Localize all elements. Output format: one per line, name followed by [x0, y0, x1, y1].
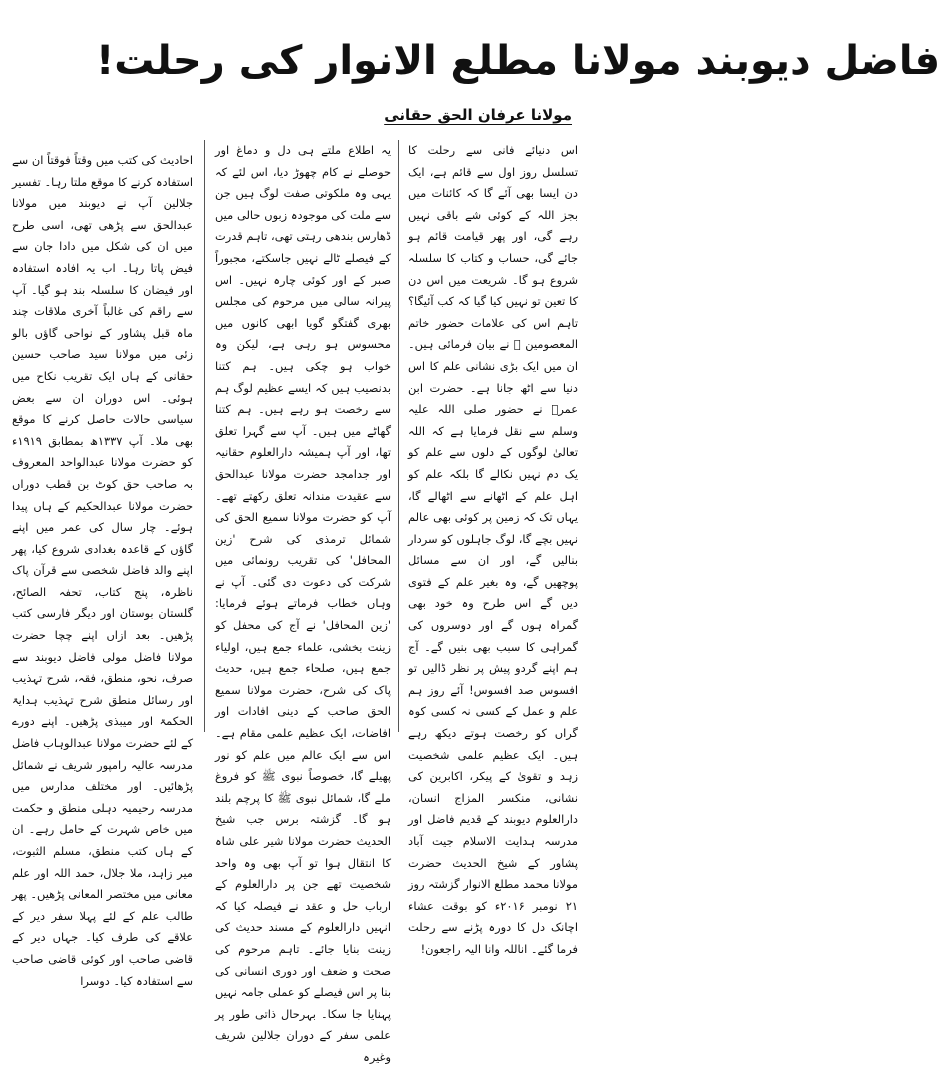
article-column-left: [12, 150, 193, 988]
column-text: احادیث کی کتب میں وقتاً فوقتاً ان سے استفادہ کرنے کا موقع ملتا رہا۔ تفسیر جلالین آپ نے دیوبند میں مولانا عبدالحق سے پڑھی تھی، اسی طرح میں ان کی شکل میں دادا جان سے فیض پاتا رہا۔ اب یہ افادہ استفادہ اور فیضان کا سلسلہ بند ہو گیا۔ آپ سے راقم کی غالباً آخری ملاقات چند ماہ قبل پشاور کے نواحی گاؤں بالو زئی میں مولانا سید صاحب حسین حقانی کے ہاں ایک تقریب نکاح میں ہوئی۔ اس دوران ان سے بعض سیاسی حالات حاصل کرنے کا موقع بھی ملا۔ آپ ۱۳۳۷ھ بمطابق ۱۹۱۹ء کو حضرت مولانا عبدالواحد المعروف بہ صاحب حق کوٹ بن قطب دوراں حضرت مولانا عبدالحکیم کے ہاں پیدا ہوئے۔ چار سال کی عمر میں اپنے گاؤں کے قاعدہ بغدادی شروع کیا، پھر اپنے والد فاضل شخصی سے قرآن پاک ناظرہ، پنج کتاب، تحفہ الصائح، گلستان بوستان اور دیگر فارسی کتب پڑھیں۔ بعد ازاں اپنے چچا حضرت مولانا فاضل مولی فاضل دیوبند سے صرف، نحو، منطق، فقہ، شرح تہذیب اور رسائل منطق شرح تہذیب ہدایۃ الحکمۃ اور میبذی پڑھیں۔ اپنے دورے کے لئے حضرت مولانا عبدالوہاب فاضل مدرسہ عالیہ رامپور شریف نے شمائل پڑھائیں۔ اور مختلف مدارس میں مدرسہ رحیمیہ دہلی منطق و حکمت میں خاص شہرت کے حامل رہے۔ ان کے ہاں کتب منطق، مسلم الثبوت، میر زاہد، ملا جلال، حمد اللہ اور علم معانی میں مختصر المعانی پڑھیں۔ پھر طالب علم کے لئے پہلا سفر دیر کے علاقے کی طرف کیا۔ جہاں دیر کے قاضی صاحب اور کوئی قاضی صاحب سے استفادہ کیا۔ دوسرا: [12, 153, 193, 988]
column-text: اس دنیائے فانی سے رحلت کا تسلسل روز اول سے قائم ہے، ایک دن ایسا بھی آئے گا کہ کائنات میں بجز اللہ کے کوئی شے باقی نہیں رہے گی، اور پھر قیامت قائم ہو جائے گی، حساب و کتاب کا سلسلہ شروع ہو گا۔ شریعت میں اس دن کا تعین تو نہیں کیا گیا کہ کب آئیگا؟ تاہم اس کی علامات حضور خاتم المعصومین ﷺ نے بیان فرمائی ہیں۔ ان میں ایک بڑی نشانی علم کا اس دنیا سے اٹھ جانا ہے۔ حضرت ابن عمرؓ نے حضور صلی اللہ علیہ وسلم سے نقل فرمایا ہے کہ اللہ تعالیٰ لوگوں کے دلوں سے علم کو یک دم نہیں نکالے گا بلکہ علم کو اہل علم کے اٹھانے سے اٹھالے گا، یہاں تک کہ زمین پر کوئی بھی عالم نہیں بچے گا، لوگ جاہلوں کو سردار بنالیں گے، اور ان سے مسائل پوچھیں گے، وہ بغیر علم کے فتوی دیں گے اس طرح وہ خود بھی گمراہ ہوں گے اور دوسروں کی گمراہی کا سبب بھی بنیں گے۔ آج ہم اپنے گردو پیش پر نظر ڈالیں تو افسوس صد افسوس! آئے روز ہم علم و عمل کے کسی نہ کسی کوہ گراں کو رخصت ہوتے دیکھ رہے ہیں۔ ایک عظیم علمی شخصیت زہد و تقویٰ کے پیکر، اکابرین کی نشانی، منکسر المزاج انسان، دارالعلوم دیوبند کے قدیم فاضل اور مدرسہ ہدایت الاسلام جیت آباد پشاور کے شیخ الحدیث حضرت مولانا محمد مطلع الانوار گزشتہ روز ۲۱ نومبر ۲۰۱۶ء کو بوقت عشاء اچانک دل کا دورہ پڑنے سے رحلت فرما گئے۔ اناللہ وانا الیہ راجعون!: [408, 143, 578, 956]
article-column-right: [408, 140, 578, 956]
author-byline: مولانا عرفان الحق حقانی: [384, 106, 572, 124]
column-divider: [398, 140, 399, 732]
headline: فاضل دیوبند مولانا مطلع الانوار کی رحلت!: [96, 38, 940, 84]
column-divider: [204, 140, 205, 732]
article-column-middle: [215, 140, 391, 1064]
column-text: یہ اطلاع ملتے ہی دل و دماغ اور حوصلے نے کام چھوڑ دیا، اس لئے کہ یہی وہ ملکوتی صفت لوگ ہیں جن سے ملت کی موجودہ زبوں حالی میں ڈھارس بندھی رہتی تھی، تاہم قدرت کے فیصلے ٹالے نہیں جاسکتے، مجبوراً صبر کے اور کوئی چارہ نہیں۔ اس پیرانہ سالی میں مرحوم کی مجلس بھری گفتگو گویا ابھی کانوں میں محسوس ہو رہی ہے، لیکن وہ خواب ہو چکی ہیں۔ ہم کتنا بدنصیب ہیں کہ ایسے عظیم لوگ ہم سے رخصت ہو رہے ہیں۔ ہم کتنا گھاٹے میں ہیں۔ آپ سے گہرا تعلق تھا، اور آپ ہمیشہ دارالعلوم حقانیہ اور جدامجد حضرت مولانا عبدالحق سے عقیدت مندانہ تعلق رکھتے تھے۔ آپ کو حضرت مولانا سمیع الحق کی شمائل ترمذی کی شرح 'زین المحافل' کی تقریب رونمائی میں شرکت کی دعوت دی گئی۔ آپ نے وہاں خطاب فرماتے ہوئے فرمایا: 'زین المحافل' نے آج کی محفل کو زینت بخشی، علماء جمع ہیں، اولیاء جمع ہیں، صلحاء جمع ہیں، حدیث پاک کی شرح، حضرت مولانا سمیع الحق صاحب کے دینی افادات اور افاضات، ایک عظیم علمی مقام ہے۔ اس سے ایک عالم میں علم کو نور پھیلے گا، خصوصاً نبوی ﷺ کو فروغ ملے گا، شمائل نبوی ﷺ کا پرچم بلند ہو گا۔ گزشتہ برس جب شیخ الحدیث حضرت مولانا شیر علی شاہ کا انتقال ہوا تو آپ بھی وہ واحد شخصیت تھے جن پر دارالعلوم کے ارباب حل و عقد نے فیصلہ کیا کہ انہیں دارالعلوم کے مسند حدیث کی زینت بنایا جائے۔ تاہم مرحوم کی صحت و ضعف اور دوری انسانی کی بنا پر اس فیصلے کو عملی جامہ نہیں پہنایا جا سکا۔ بہرحال ذاتی طور پر علمی سفر کے دوران جلالین شریف وغیرہ: [215, 143, 391, 1064]
